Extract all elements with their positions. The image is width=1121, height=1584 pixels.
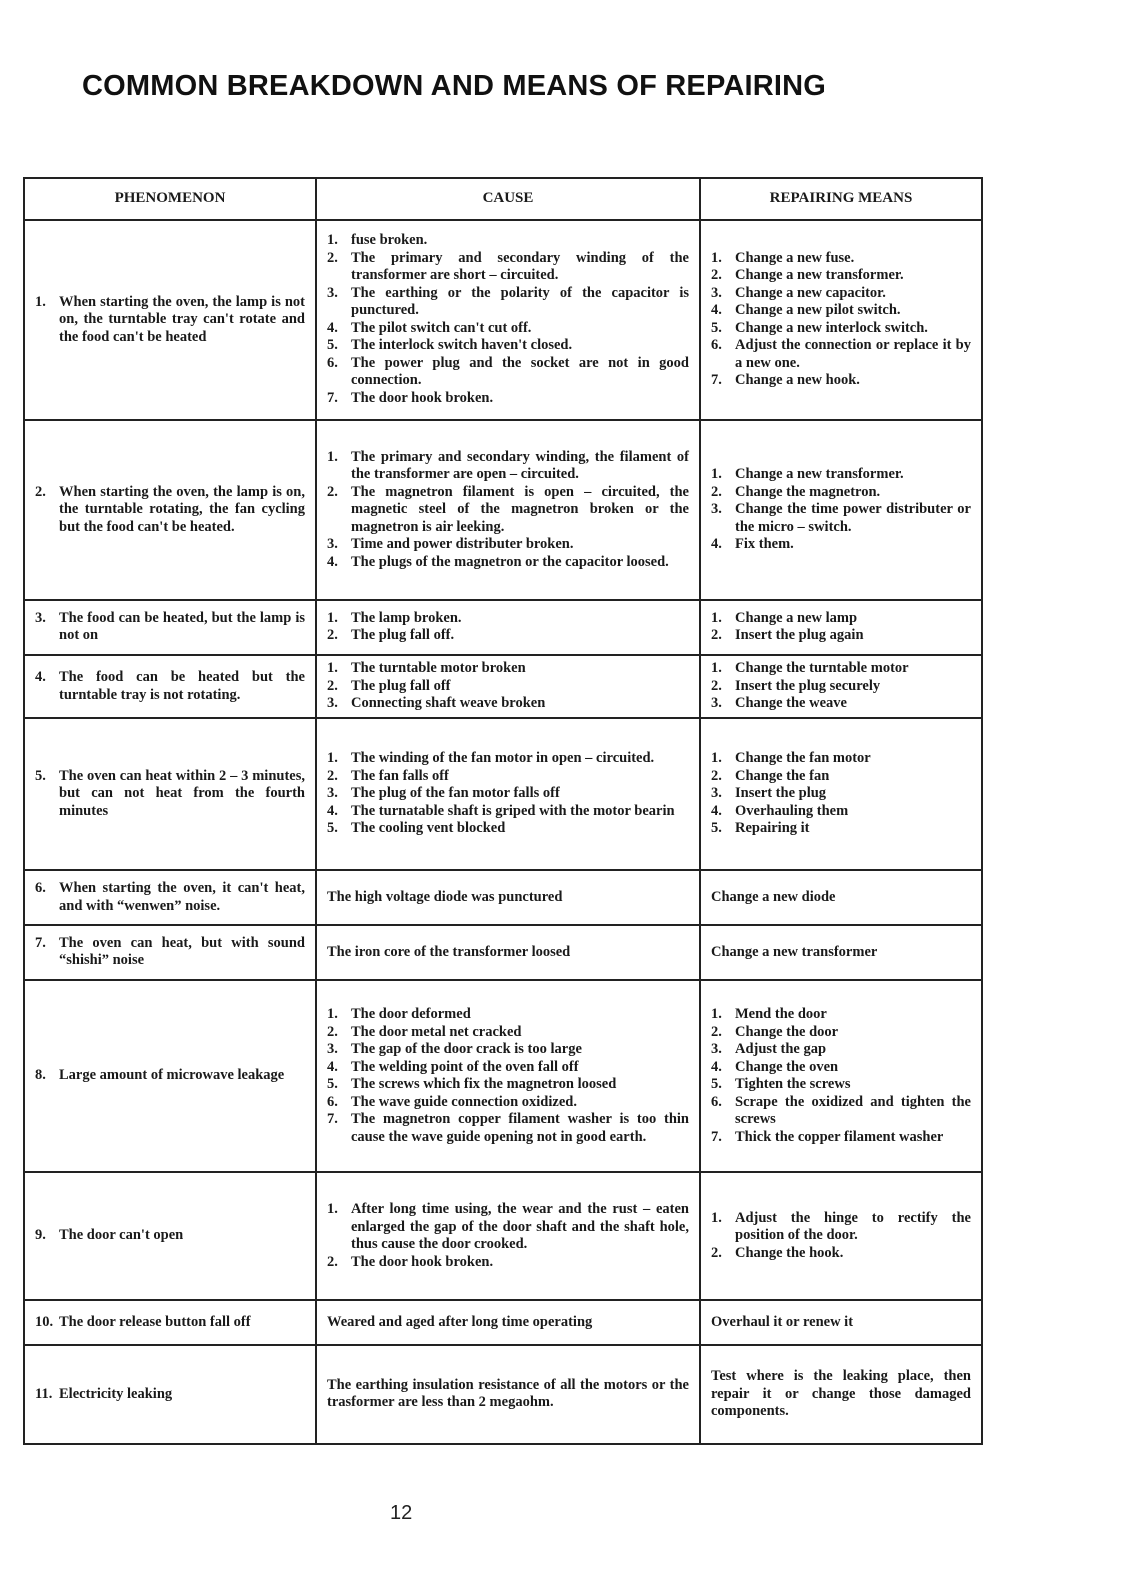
phenomenon-label: The food can be heated but the turntable tray is not rotating. (59, 669, 305, 703)
means-item-text: Insert the plug again (735, 627, 864, 644)
cause-text: The iron core of the transformer loosed (327, 943, 571, 960)
cause-item (327, 232, 689, 250)
cause-item-text: The winding of the fan motor in open – circuited. (351, 750, 655, 767)
cause-item (327, 1254, 689, 1272)
cause-item (327, 320, 689, 338)
cause-item (327, 1094, 689, 1112)
phenomenon-cell (24, 980, 316, 1173)
item-number: 3. (327, 1041, 338, 1057)
cause-item-text: The plug of the fan motor falls off (351, 785, 560, 802)
header-phenomenon: PHENOMENON (24, 178, 316, 220)
item-number: 2. (327, 1023, 338, 1040)
phenomenon-cell (24, 870, 316, 925)
cause-item-text: The turnatable shaft is griped with the motor bearin (351, 802, 675, 819)
means-item (711, 678, 971, 696)
means-item (711, 660, 971, 678)
means-item-text: Change the weave (735, 695, 847, 712)
phenomenon-text (35, 768, 305, 821)
item-number: 4. (711, 536, 722, 553)
means-item-text: Overhauling them (735, 802, 849, 819)
cause-item-text: The magnetron copper filament washer is too thin cause the wave guide opening not in good earth. (351, 1111, 689, 1145)
means-cell (700, 600, 982, 655)
row-number: 1. (35, 293, 46, 310)
means-item-text: Change the magnetron. (735, 483, 881, 500)
cause-item (327, 285, 689, 320)
means-item-text: Adjust the hinge to rectify the position of the door. (735, 1209, 971, 1244)
cause-item (327, 536, 689, 554)
means-item (711, 1024, 971, 1042)
phenomenon-text (35, 484, 305, 537)
item-number: 4. (327, 1058, 338, 1075)
cause-item-text: The welding point of the oven fall off (351, 1058, 579, 1075)
phenomenon-cell (24, 1172, 316, 1300)
item-number: 1. (711, 609, 722, 626)
cause-item (327, 1076, 689, 1094)
item-number: 4. (711, 302, 722, 319)
means-item (711, 1094, 971, 1129)
phenomenon-cell (24, 1345, 316, 1444)
means-cell (700, 925, 982, 980)
item-number: 1. (327, 660, 338, 677)
phenomenon-label: When starting the oven, it can't heat, and with “wenwen” noise. (59, 880, 305, 914)
means-item (711, 1006, 971, 1024)
cause-item-text: The lamp broken. (351, 609, 462, 626)
item-number: 3. (327, 284, 338, 301)
means-list (711, 750, 971, 838)
table-row (24, 1345, 982, 1444)
means-item-text: Change a new fuse. (735, 249, 855, 266)
item-number: 2. (327, 1253, 338, 1270)
means-text: Overhaul it or renew it (711, 1313, 854, 1330)
table-row (24, 718, 982, 870)
phenomenon-label: Electricity leaking (59, 1385, 173, 1402)
item-number: 4. (327, 553, 338, 570)
cause-item (327, 355, 689, 390)
means-item-text: Change the time power distributer or the micro – switch. (735, 501, 971, 535)
means-item (711, 536, 971, 554)
cause-item (327, 820, 689, 838)
means-cell (700, 655, 982, 718)
phenomenon-text (35, 1067, 305, 1085)
table-row (24, 925, 982, 980)
means-item-text: Fix them. (735, 536, 794, 553)
means-item-text: Change the turntable motor (735, 660, 909, 677)
cause-item (327, 1024, 689, 1042)
cause-item (327, 695, 689, 713)
cause-item (327, 449, 689, 484)
row-number: 2. (35, 483, 46, 500)
row-number: 8. (35, 1067, 46, 1084)
item-number: 2. (711, 483, 722, 500)
row-number: 4. (35, 669, 46, 686)
means-item (711, 768, 971, 786)
cause-item (327, 1111, 689, 1146)
item-number: 2. (327, 627, 338, 644)
cause-list (327, 660, 689, 713)
means-item (711, 1245, 971, 1263)
means-item (711, 501, 971, 536)
cause-item-text: The plug fall off (351, 677, 451, 694)
cause-item-text: The fan falls off (351, 767, 449, 784)
item-number: 2. (327, 249, 338, 266)
phenomenon-text (35, 1386, 305, 1404)
row-number: 10. (35, 1313, 54, 1330)
cause-list (327, 1006, 689, 1146)
cause-item-text: The door metal net cracked (351, 1023, 522, 1040)
phenomenon-cell (24, 655, 316, 718)
repair-table (23, 177, 983, 1445)
means-item (711, 302, 971, 320)
item-number: 2. (711, 1244, 722, 1261)
item-number: 7. (327, 1111, 338, 1127)
item-number: 1. (711, 466, 722, 483)
means-item (711, 320, 971, 338)
cause-item-text: The door deformed (351, 1006, 471, 1022)
page-number: 12 (390, 1502, 413, 1524)
cause-cell (316, 600, 700, 655)
phenomenon-cell (24, 718, 316, 870)
means-item-text: Change a new transformer. (735, 466, 904, 483)
cause-item-text: Time and power distributer broken. (351, 536, 574, 553)
means-item-text: Change a new capacitor. (735, 284, 886, 301)
phenomenon-cell (24, 220, 316, 420)
row-number: 11. (35, 1385, 53, 1402)
cause-item (327, 803, 689, 821)
means-cell (700, 420, 982, 600)
means-item-text: Repairing it (735, 820, 810, 837)
means-item-text: Thick the copper filament washer (735, 1128, 944, 1145)
cause-list (327, 750, 689, 838)
table-row (24, 1300, 982, 1345)
cause-item-text: The interlock switch haven't closed. (351, 337, 573, 354)
phenomenon-text (35, 610, 305, 645)
cause-item-text: Connecting shaft weave broken (351, 695, 546, 712)
cause-item-text: The plugs of the magnetron or the capacitor loosed. (351, 553, 669, 570)
means-item (711, 267, 971, 285)
cause-item (327, 554, 689, 572)
cause-item (327, 484, 689, 537)
item-number: 1. (711, 750, 722, 767)
means-cell (700, 1345, 982, 1444)
item-number: 6. (327, 1093, 338, 1110)
phenomenon-label: When starting the oven, the lamp is on, the turntable rotating, the fan cycling but the food can't be heated. (59, 483, 305, 535)
means-cell (700, 870, 982, 925)
means-text: Test where is the leaking place, then repair it or change those damaged components. (711, 1368, 971, 1420)
table-header-row (24, 178, 982, 220)
item-number: 5. (711, 1076, 722, 1092)
phenomenon-cell (24, 420, 316, 600)
phenomenon-label: When starting the oven, the lamp is not on, the turntable tray can't rotate and the food can't be heated (59, 293, 305, 345)
item-number: 6. (327, 354, 338, 371)
means-list (711, 1006, 971, 1146)
cause-text: The earthing insulation resistance of all the motors or the trasformer are less than 2 megaohm. (327, 1376, 689, 1411)
cause-item (327, 627, 689, 645)
phenomenon-text (35, 880, 305, 915)
means-item-text: Change a new pilot switch. (735, 302, 901, 319)
item-number: 3. (327, 536, 338, 553)
item-number: 6. (711, 1093, 722, 1110)
phenomenon-label: The oven can heat, but with sound “shishi” noise (59, 934, 305, 969)
means-item-text: Change a new interlock switch. (735, 319, 928, 336)
phenomenon-label: The door release button fall off (59, 1313, 251, 1330)
item-number: 1. (327, 1201, 338, 1218)
means-cell (700, 718, 982, 870)
means-item (711, 1041, 971, 1059)
cause-text: Weared and aged after long time operating (327, 1313, 593, 1330)
cause-item-text: The screws which fix the magnetron loosed (351, 1076, 617, 1092)
cause-item-text: The magnetron filament is open – circuited, the magnetic steel of the magnetron broken or the magnetron is air leeking. (351, 483, 689, 535)
cause-item (327, 390, 689, 408)
cause-text: The high voltage diode was punctured (327, 888, 563, 905)
means-item-text: Change the fan motor (735, 750, 871, 767)
means-item (711, 337, 971, 372)
item-number: 6. (711, 337, 722, 354)
cause-cell (316, 980, 700, 1173)
header-repairing-means: REPAIRING MEANS (700, 178, 982, 220)
cause-cell (316, 1300, 700, 1345)
phenomenon-label: The door can't open (59, 1227, 184, 1244)
means-item-text: Change a new lamp (735, 609, 858, 626)
header-cause: CAUSE (316, 178, 700, 220)
means-item (711, 1059, 971, 1077)
item-number: 2. (711, 267, 722, 284)
cause-item (327, 785, 689, 803)
means-item-text: Scrape the oxidized and tighten the screws (735, 1093, 971, 1127)
means-cell (700, 220, 982, 420)
means-item-text: Mend the door (735, 1006, 827, 1022)
phenomenon-text (35, 294, 305, 347)
means-item (711, 695, 971, 713)
item-number: 1. (711, 1209, 722, 1226)
table-row (24, 220, 982, 420)
cause-item-text: The wave guide connection oxidized. (351, 1093, 577, 1110)
item-number: 2. (327, 677, 338, 694)
item-number: 1. (327, 448, 338, 465)
item-number: 2. (711, 1023, 722, 1040)
item-number: 2. (327, 767, 338, 784)
cause-item-text: The door hook broken. (351, 1253, 494, 1270)
phenomenon-cell (24, 925, 316, 980)
means-item (711, 372, 971, 390)
cause-item-text: The door hook broken. (351, 389, 494, 406)
page-title: COMMON BREAKDOWN AND MEANS OF REPAIRING (82, 70, 827, 102)
item-number: 2. (711, 767, 722, 784)
cause-item (327, 660, 689, 678)
item-number: 5. (711, 820, 722, 837)
cause-item (327, 1041, 689, 1059)
item-number: 5. (327, 820, 338, 837)
item-number: 5. (711, 319, 722, 336)
row-number: 5. (35, 767, 46, 784)
cause-list (327, 449, 689, 572)
cause-item (327, 1201, 689, 1254)
cause-list (327, 232, 689, 407)
phenomenon-cell (24, 600, 316, 655)
means-list (711, 250, 971, 390)
item-number: 1. (711, 660, 722, 677)
means-item (711, 466, 971, 484)
cause-item-text: The earthing or the polarity of the capacitor is punctured. (351, 284, 689, 319)
cause-item-text: The cooling vent blocked (351, 820, 506, 837)
table-row (24, 870, 982, 925)
means-item (711, 785, 971, 803)
means-cell (700, 980, 982, 1173)
cause-item-text: The power plug and the socket are not in good connection. (351, 354, 689, 389)
means-item-text: Adjust the gap (735, 1041, 827, 1057)
item-number: 3. (711, 785, 722, 802)
means-item-text: Change the fan (735, 767, 830, 784)
item-number: 4. (711, 802, 722, 819)
item-number: 1. (327, 609, 338, 626)
cause-item-text: After long time using, the wear and the rust – eaten enlarged the gap of the door shaft and the shaft hole, thus cause the door crooked. (351, 1201, 689, 1253)
cause-cell (316, 420, 700, 600)
phenomenon-label: The food can be heated, but the lamp is not on (59, 609, 305, 644)
means-item (711, 820, 971, 838)
row-number: 7. (35, 934, 46, 951)
cause-item-text: The turntable motor broken (351, 660, 526, 677)
means-item (711, 1210, 971, 1245)
cause-cell (316, 718, 700, 870)
item-number: 7. (711, 1128, 722, 1145)
phenomenon-text (35, 669, 305, 704)
table-row (24, 980, 982, 1173)
means-item-text: Insert the plug (735, 785, 827, 802)
cause-item (327, 750, 689, 768)
item-number: 1. (711, 249, 722, 266)
means-item-text: Adjust the connection or replace it by a new one. (735, 337, 971, 371)
phenomenon-text (35, 935, 305, 970)
row-number: 9. (35, 1227, 46, 1244)
means-item (711, 1076, 971, 1094)
row-number: 3. (35, 609, 46, 626)
cause-item-text: The plug fall off. (351, 627, 455, 644)
means-item (711, 750, 971, 768)
item-number: 4. (711, 1058, 722, 1075)
means-list (711, 660, 971, 713)
item-number: 1. (327, 750, 338, 767)
item-number: 3. (327, 785, 338, 802)
cause-list (327, 1201, 689, 1271)
cause-item-text: The primary and secondary winding, the filament of the transformer are open – circuited. (351, 448, 689, 483)
means-item (711, 250, 971, 268)
cause-item (327, 610, 689, 628)
means-item-text: Change the hook. (735, 1244, 844, 1261)
cause-item (327, 1059, 689, 1077)
cause-cell (316, 1172, 700, 1300)
means-item-text: Insert the plug securely (735, 677, 881, 694)
item-number: 4. (327, 802, 338, 819)
means-list (711, 610, 971, 645)
means-item-text: Change a new hook. (735, 372, 860, 389)
item-number: 1. (327, 1006, 338, 1022)
phenomenon-label: Large amount of microwave leakage (59, 1067, 285, 1084)
means-list (711, 466, 971, 554)
table-row (24, 1172, 982, 1300)
item-number: 2. (327, 483, 338, 500)
item-number: 2. (711, 677, 722, 694)
cause-cell (316, 655, 700, 718)
means-cell (700, 1172, 982, 1300)
means-list (711, 1210, 971, 1263)
table-row (24, 600, 982, 655)
cause-item-text: The primary and secondary winding of the transformer are short – circuited. (351, 249, 689, 284)
means-item (711, 627, 971, 645)
phenomenon-text (35, 1314, 305, 1332)
means-item (711, 1129, 971, 1147)
item-number: 4. (327, 319, 338, 336)
means-item-text: Change a new transformer. (735, 267, 904, 284)
cause-cell (316, 925, 700, 980)
means-item (711, 285, 971, 303)
row-number: 6. (35, 880, 46, 897)
cause-list (327, 610, 689, 645)
cause-item (327, 250, 689, 285)
item-number: 3. (327, 695, 338, 712)
table-row (24, 655, 982, 718)
means-cell (700, 1300, 982, 1345)
cause-item-text: The gap of the door crack is too large (351, 1041, 582, 1057)
item-number: 5. (327, 337, 338, 354)
cause-item (327, 678, 689, 696)
cause-cell (316, 870, 700, 925)
item-number: 2. (711, 627, 722, 644)
cause-item (327, 768, 689, 786)
means-item (711, 484, 971, 502)
item-number: 3. (711, 695, 722, 712)
phenomenon-label: The oven can heat within 2 – 3 minutes, but can not heat from the fourth minutes (59, 767, 305, 819)
phenomenon-text (35, 1227, 305, 1245)
cause-item-text: fuse broken. (351, 232, 428, 249)
means-text: Change a new transformer (711, 943, 878, 960)
table-row (24, 420, 982, 600)
means-item (711, 610, 971, 628)
item-number: 3. (711, 501, 722, 518)
item-number: 1. (711, 1006, 722, 1022)
item-number: 3. (711, 284, 722, 301)
cause-item-text: The pilot switch can't cut off. (351, 319, 532, 336)
cause-item (327, 1006, 689, 1024)
means-text: Change a new diode (711, 888, 836, 905)
item-number: 7. (711, 372, 722, 389)
item-number: 7. (327, 389, 338, 406)
means-item-text: Change the door (735, 1023, 839, 1040)
item-number: 1. (327, 232, 338, 249)
item-number: 5. (327, 1076, 338, 1092)
cause-cell (316, 1345, 700, 1444)
phenomenon-cell (24, 1300, 316, 1345)
means-item (711, 803, 971, 821)
cause-cell (316, 220, 700, 420)
item-number: 3. (711, 1041, 722, 1057)
means-item-text: Tighten the screws (735, 1076, 851, 1092)
means-item-text: Change the oven (735, 1058, 839, 1075)
cause-item (327, 337, 689, 355)
